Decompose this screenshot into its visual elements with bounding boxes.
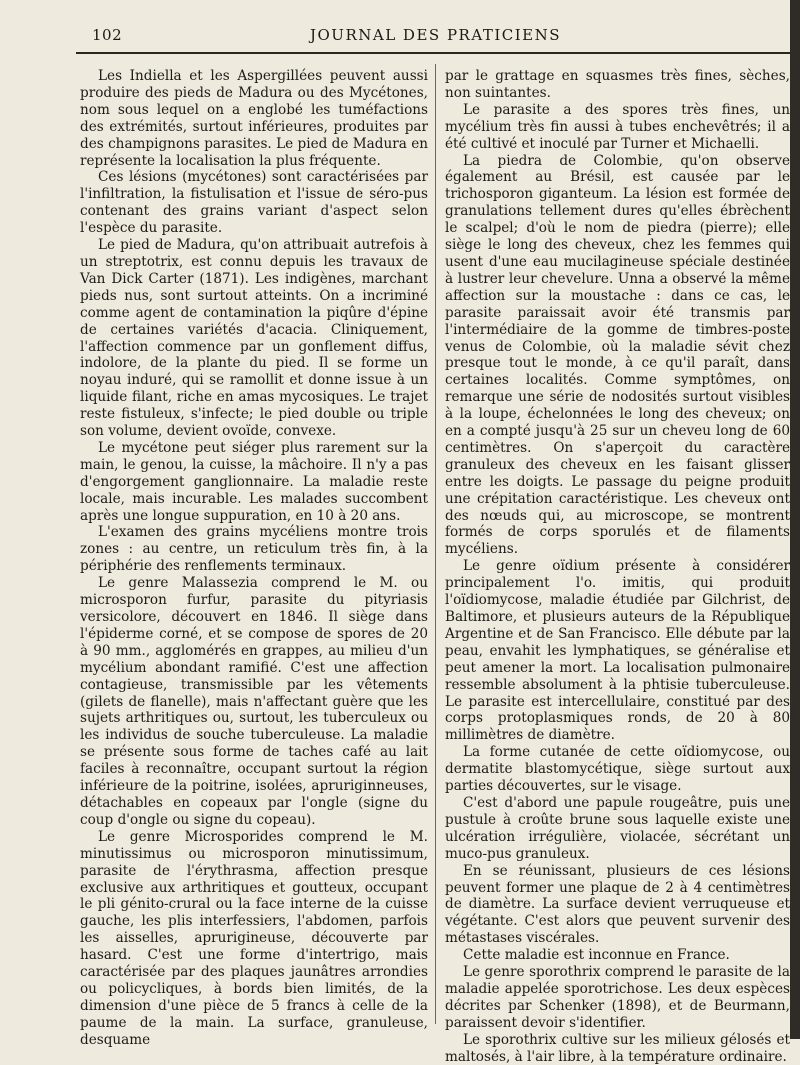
right-column (445, 68, 790, 1065)
paragraph: Le genre Microsporides comprend le M. minutissimus ou microsporon minutissimum, parasite de l'érythrasma, affection presque exclusive aux arthritiques et goutteux, occupant le pli génito-crural ou la face interne de la cuisse gauche, les plis interfessiers, l'abdomen, parfois les aisselles, aprurigineuse, découverte par hasard. C'est une forme d'intertrigo, mais caractérisée par des plaques jaunâtres arrondies ou policycliques, à bords bien limités, de la dimension d'une pièce de 5 francs à celle de la paume de la main. La surface, granuleuse, desquame (80, 828, 428, 1048)
paragraph: Cette maladie est inconnue en France. (463, 947, 730, 964)
page-edge (790, 0, 800, 1039)
header-rule (76, 52, 790, 54)
page-number: 102 (92, 26, 123, 44)
column-divider (435, 64, 436, 1024)
paragraph: L'examen des grains mycéliens montre trois zones : au centre, un reticulum très fin, à la périphérie des renflements terminaux. (80, 524, 428, 575)
paragraph: Le mycétone peut siéger plus rarement sur la main, le genou, la cuisse, la mâchoire. Il n'y a pas d'engorgement ganglionnaire. La maladie reste locale, mais incurable. Les malades succombent après une longue suppuration, en 10 à 20 ans. (80, 439, 428, 524)
paragraph: Le genre oïdium présente à considérer principalement l'o. imitis, qui produit l'oïdiomycose, maladie étudiée par Gilchrist, de Baltimore, et plusieurs auteurs de la République Argentine et de San Francisco. Elle débute par la peau, envahit les lymphatiques, se généralise et peut amener la mort. La localisation pulmonaire ressemble absolument à la phtisie tuberculeuse. Le parasite est intercellulaire, constitué par des corps protoplasmiques ronds, de 20 à 80 millimètres de diamètre. (445, 558, 790, 744)
paragraph: C'est d'abord une papule rougeâtre, puis une pustule à croûte brune sous laquelle existe une ulcération irrégulière, violacée, sécrétant un muco-pus granuleux. (445, 794, 790, 862)
paragraph: Le genre Malassezia comprend le M. ou microsporon furfur, parasite du pityriasis versicolore, découvert en 1846. Il siège dans l'épiderme corné, et se compose de spores de 20 à 90 mm., agglomérés en grappes, au milieu d'un mycélium abondant ramifié. C'est une affection contagieuse, transmissible par les vêtements (gilets de flanelle), mais n'affectant guère que les sujets arthritiques ou, surtout, les tuberculeux ou les individus de souche tuberculeuse. La maladie se présente sous forme de taches café au lait faciles à reconnaître, occupant surtout la région inférieure de la poitrine, isolées, apruriginneuses, détachables en copeaux par l'ongle (signe du coup d'ongle ou signe du copeau). (80, 575, 428, 828)
paragraph: Le genre sporothrix comprend le parasite de la maladie appelée sporotrichose. Les deux espèces décrites par Schenker (1898), et de Beurmann, paraissent devoir s'identifier. (445, 964, 790, 1031)
paragraph: Le sporothrix cultive sur les milieux gélosés et maltosés, à l'air libre, à la température ordinaire. (445, 1031, 790, 1065)
paragraph: La forme cutanée de cette oïdiomycose, ou dermatite blastomycétique, siège surtout aux parties découvertes, sur le visage. (445, 744, 790, 795)
paragraph: Le parasite a des spores très fines, un mycélium très fin aussi à tubes enchevêtrés; il a été cultivé et inoculé par Turner et Michaelli. (445, 101, 790, 152)
paragraph: La piedra de Colombie, qu'on observe également au Brésil, est causée par le trichosporon giganteum. La lésion est formée de granulations tellement dures qu'elles ébrèchent le scalpel; d'où le nom de piedra (pierre); elle siège le long des cheveux, chez les femmes qui usent d'une eau mucilagineuse spéciale destinée à lustrer leur chevelure. Unna a observé la même affection sur la moustache : dans ce cas, le parasite paraissait avoir été transmis par l'intermédiaire de la gomme de timbres-poste venus de Colombie, où la maladie sévit chez presque tout le monde, à ce qu'il paraît, dans certaines localités. Comme symptômes, on remarque une série de nodosités surtout visibles à la loupe, échelonnées le long des cheveux; on en a compté jusqu'à 25 sur un cheveu long de 60 centimètres. On s'aperçoit du caractère granuleux des cheveux en les faisant glisser entre les doigts. Le passage du peigne produit une crépitation caractéristique. Les cheveux ont des nœuds qui, au microscope, se montrent formés de corps sporulés et de filaments mycéliens. (445, 152, 790, 558)
left-column (80, 68, 428, 1048)
paragraph: Le pied de Madura, qu'on attribuait autrefois à un streptotrix, est connu depuis les travaux de Van Dick Carter (1871). Les indigènes, marchant pieds nus, sont surtout atteints. On a incriminé comme agent de contamination la piqûre d'épine de certaines variétés d'acacia. Cliniquement, l'affection commence par un gonflement diffus, indolore, de la plante du pied. Il se forme un noyau induré, qui se ramollit et donne issue à un liquide filant, riche en amas mycosiques. Le trajet reste fistuleux, s'infecte; le pied double ou triple son volume, devient ovoïde, convexe. (80, 237, 428, 440)
paragraph: Ces lésions (mycétones) sont caractérisées par l'infiltration, la fistulisation et l'issue de séro-pus contenant des grains variant d'aspect selon l'espèce du parasite. (80, 169, 428, 237)
page-header (0, 22, 790, 50)
paragraph: En se réunissant, plusieurs de ces lésions peuvent former une plaque de 2 à 4 centimètres de diamètre. La surface devient verruqueuse et végétante. C'est alors que peuvent survenir des métastases viscérales. (445, 862, 790, 947)
paragraph: Les Indiella et les Aspergillées peuvent aussi produire des pieds de Madura ou des Mycétones, nom sous lequel on a englobé les tuméfactions des extrémités, surtout inférieures, produites par des champignons parasites. Le pied de Madura en représente la localisation la plus fréquente. (80, 68, 428, 169)
running-title: JOURNAL DES PRATICIENS (310, 26, 562, 44)
paragraph: par le grattage en squasmes très fines, sèches, non suintantes. (445, 68, 790, 101)
